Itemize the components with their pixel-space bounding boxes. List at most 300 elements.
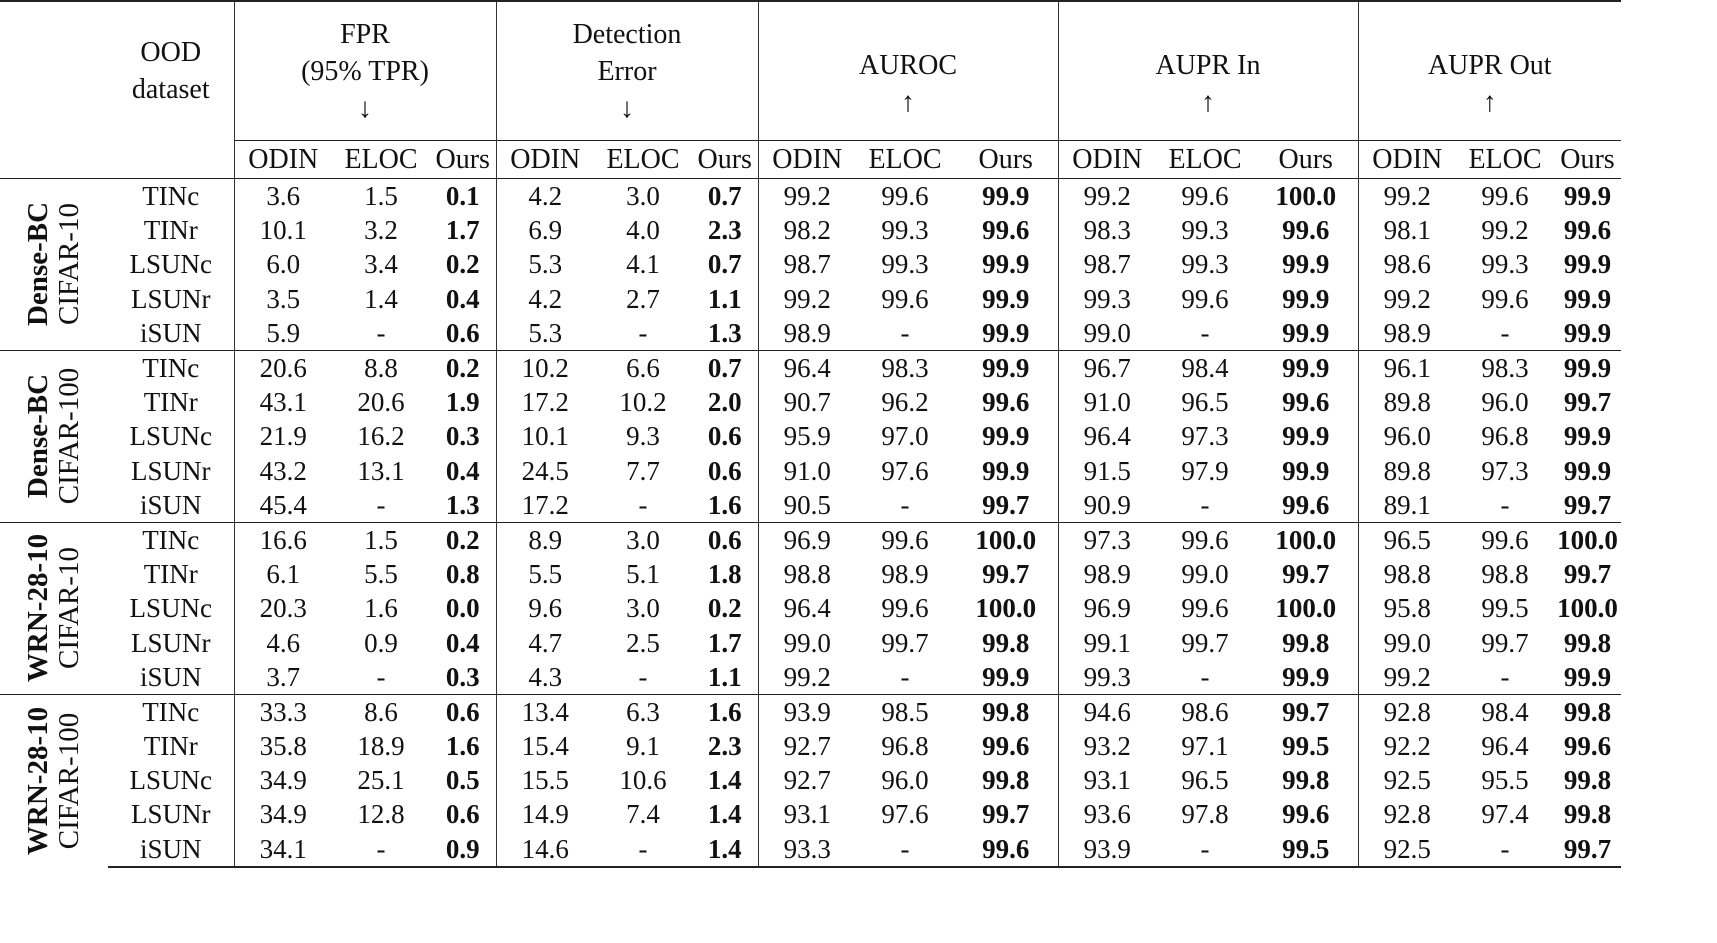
- value-cell: 9.6: [496, 591, 594, 625]
- best-value-cell: 99.9: [982, 317, 1030, 348]
- best-value-cell: 100.0: [1275, 593, 1337, 624]
- value-cell: 99.2: [1481, 215, 1529, 246]
- metric-header-aupr-in: [1058, 1, 1358, 141]
- value-cell: 99.6: [881, 593, 929, 624]
- method-header: ODIN: [234, 141, 332, 179]
- value-cell: 99.3: [881, 215, 929, 246]
- ood-header-line1: OOD: [140, 37, 202, 69]
- value-cell: 20.6: [234, 350, 332, 385]
- metric-title: AUPR Out: [1427, 49, 1552, 81]
- table-row: [0, 213, 1621, 247]
- best-value-cell: 99.9: [1554, 179, 1621, 214]
- value-cell: 99.3: [1181, 249, 1229, 280]
- value-cell: 99.2: [758, 282, 856, 316]
- method-header: ODIN: [1358, 141, 1456, 179]
- value-cell: 97.3: [1181, 421, 1229, 452]
- value-cell: 5.9: [234, 316, 332, 351]
- value-cell: -: [1500, 489, 1510, 520]
- ood-dataset-cell: TINc: [108, 179, 234, 214]
- value-cell: 6.6: [594, 350, 692, 385]
- value-cell: -: [900, 489, 910, 520]
- value-cell: 4.3: [496, 660, 594, 695]
- best-value-cell: 99.6: [954, 832, 1058, 867]
- value-cell: 98.4: [1456, 694, 1554, 729]
- corner-cell: [0, 1, 108, 141]
- value-cell: 90.7: [758, 385, 856, 419]
- value-cell: 96.0: [881, 765, 929, 796]
- value-cell: 14.9: [496, 797, 594, 831]
- best-value-cell: 99.9: [1563, 455, 1612, 486]
- best-value-cell: 99.9: [982, 421, 1030, 452]
- value-cell: 98.5: [856, 694, 954, 729]
- ood-dataset-cell: TINr: [143, 731, 198, 762]
- best-value-cell: 100.0: [1254, 522, 1358, 557]
- ood-header-line2: dataset: [131, 74, 210, 106]
- best-value-cell: 0.7: [692, 179, 758, 214]
- best-value-cell: 0.9: [430, 832, 496, 867]
- value-cell: 1.4: [364, 283, 398, 314]
- value-cell: 98.1: [1358, 213, 1456, 247]
- value-cell: 91.0: [758, 454, 856, 488]
- value-cell: 96.4: [1058, 419, 1156, 453]
- table-row: [0, 488, 1621, 523]
- value-cell: 9.1: [626, 731, 660, 762]
- value-cell: 99.1: [1058, 625, 1156, 659]
- value-cell: 99.2: [1358, 179, 1456, 214]
- value-cell: 98.9: [881, 559, 929, 590]
- best-value-cell: 99.9: [1282, 661, 1330, 692]
- best-value-cell: 99.7: [1563, 559, 1612, 590]
- value-cell: 96.9: [1058, 591, 1156, 625]
- value-cell: -: [638, 661, 648, 692]
- value-cell: 16.6: [234, 522, 332, 557]
- value-cell: 34.1: [234, 832, 332, 867]
- value-cell: 99.6: [1456, 179, 1554, 214]
- table-row: [0, 625, 1621, 659]
- method-header-row: [0, 141, 1621, 179]
- best-value-cell: 0.2: [430, 522, 496, 557]
- best-value-cell: 0.5: [445, 765, 480, 796]
- value-cell: 96.8: [881, 731, 929, 762]
- model-dataset-label: [0, 350, 108, 522]
- up-arrow-icon: ↑: [901, 86, 915, 118]
- best-value-cell: 99.6: [1282, 799, 1330, 830]
- best-value-cell: 1.6: [445, 731, 480, 762]
- best-value-cell: 0.6: [707, 421, 742, 452]
- best-value-cell: 99.7: [1254, 694, 1358, 729]
- ood-dataset-cell: iSUN: [139, 661, 202, 692]
- table-row: [0, 557, 1621, 591]
- value-cell: 34.9: [234, 763, 332, 797]
- value-cell: 98.3: [856, 350, 954, 385]
- value-cell: 99.6: [856, 179, 954, 214]
- best-value-cell: 99.8: [1563, 627, 1612, 658]
- value-cell: 92.8: [1358, 694, 1456, 729]
- rotated-label: [23, 202, 85, 326]
- value-cell: -: [332, 832, 430, 867]
- metric-subtitle: (95% TPR): [301, 55, 429, 87]
- best-value-cell: 1.1: [707, 283, 742, 314]
- value-cell: 99.0: [1058, 316, 1156, 351]
- method-header: ELOC: [856, 141, 954, 179]
- value-cell: 3.0: [594, 179, 692, 214]
- value-cell: 18.9: [357, 731, 405, 762]
- value-cell: 97.6: [881, 455, 929, 486]
- best-value-cell: 0.2: [430, 350, 496, 385]
- best-value-cell: 99.9: [1554, 350, 1621, 385]
- best-value-cell: 0.6: [707, 455, 742, 486]
- metric-header-row: [0, 1, 1621, 141]
- value-cell: 99.7: [881, 627, 929, 658]
- value-cell: 33.3: [234, 694, 332, 729]
- best-value-cell: 99.8: [1282, 627, 1330, 658]
- value-cell: 92.7: [758, 729, 856, 763]
- value-cell: 10.2: [619, 387, 667, 418]
- value-cell: 45.4: [234, 488, 332, 523]
- value-cell: 90.5: [758, 488, 856, 523]
- value-cell: 5.1: [626, 559, 660, 590]
- value-cell: -: [638, 317, 648, 348]
- value-cell: 3.5: [234, 282, 332, 316]
- best-value-cell: 99.9: [1282, 421, 1330, 452]
- best-value-cell: 0.3: [445, 661, 480, 692]
- value-cell: 6.0: [234, 247, 332, 281]
- value-cell: 98.9: [758, 316, 856, 351]
- value-cell: 98.3: [1456, 350, 1554, 385]
- value-cell: 98.8: [1481, 559, 1529, 590]
- value-cell: 96.5: [1181, 387, 1229, 418]
- ood-dataset-cell: LSUNc: [129, 421, 212, 452]
- value-cell: 99.0: [1181, 559, 1229, 590]
- best-value-cell: 99.9: [1563, 249, 1612, 280]
- best-value-cell: 99.9: [1563, 283, 1612, 314]
- table-row: [0, 660, 1621, 695]
- value-cell: 99.3: [881, 249, 929, 280]
- best-value-cell: 99.8: [954, 694, 1058, 729]
- table-row: [0, 797, 1621, 831]
- value-cell: 7.4: [626, 799, 660, 830]
- value-cell: 96.5: [1358, 522, 1456, 557]
- ood-dataset-cell: LSUNc: [129, 593, 212, 624]
- value-cell: -: [900, 317, 910, 348]
- value-cell: 2.7: [626, 283, 660, 314]
- value-cell: 93.1: [758, 797, 856, 831]
- value-cell: -: [1200, 317, 1210, 348]
- value-cell: 10.1: [234, 213, 332, 247]
- best-value-cell: 99.9: [1563, 317, 1612, 348]
- metric-header-detection-error: [496, 1, 758, 141]
- table-row: [0, 694, 1621, 729]
- value-cell: 96.1: [1358, 350, 1456, 385]
- best-value-cell: 99.9: [982, 283, 1030, 314]
- value-cell: 4.6: [234, 625, 332, 659]
- down-arrow-icon: ↓: [358, 92, 372, 124]
- value-cell: -: [1200, 489, 1210, 520]
- in-dist-dataset-name: CIFAR-100: [53, 368, 85, 505]
- ood-dataset-cell: TINr: [143, 387, 198, 418]
- best-value-cell: 1.4: [692, 832, 758, 867]
- value-cell: 97.9: [1181, 455, 1229, 486]
- best-value-cell: 99.6: [982, 215, 1030, 246]
- value-cell: 93.6: [1058, 797, 1156, 831]
- best-value-cell: 99.5: [1254, 832, 1358, 867]
- ood-dataset-cell: LSUNc: [129, 249, 212, 280]
- value-cell: 5.5: [364, 559, 398, 590]
- value-cell: 14.6: [496, 832, 594, 867]
- value-cell: 98.9: [1058, 557, 1156, 591]
- best-value-cell: 2.0: [707, 387, 742, 418]
- method-header: Ours: [430, 141, 496, 179]
- in-dist-dataset-name: CIFAR-10: [53, 203, 85, 326]
- metric-header-auroc: [758, 1, 1058, 141]
- value-cell: 99.0: [1358, 625, 1456, 659]
- method-header: Ours: [692, 141, 758, 179]
- best-value-cell: 99.7: [982, 559, 1030, 590]
- value-cell: 3.0: [594, 522, 692, 557]
- best-value-cell: 0.8: [445, 559, 480, 590]
- value-cell: 98.6: [1156, 694, 1254, 729]
- value-cell: 13.1: [357, 455, 405, 486]
- model-dataset-label: [0, 179, 108, 351]
- value-cell: 99.0: [758, 625, 856, 659]
- value-cell: 15.4: [496, 729, 594, 763]
- best-value-cell: 99.9: [1282, 455, 1330, 486]
- best-value-cell: 99.9: [954, 350, 1058, 385]
- ood-dataset-cell: iSUN: [108, 832, 234, 867]
- value-cell: 90.9: [1058, 488, 1156, 523]
- value-cell: 94.6: [1058, 694, 1156, 729]
- value-cell: -: [1156, 832, 1254, 867]
- value-cell: 17.2: [496, 385, 594, 419]
- value-cell: 96.9: [758, 522, 856, 557]
- value-cell: 99.3: [1058, 282, 1156, 316]
- ood-dataset-cell: LSUNr: [131, 799, 211, 830]
- value-cell: 99.2: [1358, 282, 1456, 316]
- best-value-cell: 99.6: [1563, 731, 1612, 762]
- best-value-cell: 0.6: [445, 799, 480, 830]
- best-value-cell: 99.6: [1282, 489, 1330, 520]
- best-value-cell: 2.3: [707, 731, 742, 762]
- best-value-cell: 1.6: [707, 489, 742, 520]
- best-value-cell: 99.9: [982, 661, 1030, 692]
- down-arrow-icon: ↓: [620, 92, 634, 124]
- value-cell: 8.8: [332, 350, 430, 385]
- best-value-cell: 1.4: [707, 765, 742, 796]
- value-cell: 3.0: [626, 593, 660, 624]
- method-header: ELOC: [594, 141, 692, 179]
- value-cell: 7.7: [626, 455, 660, 486]
- best-value-cell: 99.8: [982, 627, 1030, 658]
- value-cell: 93.9: [758, 694, 856, 729]
- method-header: ELOC: [1456, 141, 1554, 179]
- ood-dataset-cell: LSUNr: [131, 627, 211, 658]
- best-value-cell: 0.7: [707, 249, 742, 280]
- metric-title: FPR: [340, 18, 390, 50]
- table-row: [0, 522, 1621, 557]
- value-cell: 9.3: [626, 421, 660, 452]
- value-cell: 96.4: [758, 350, 856, 385]
- value-cell: 99.2: [758, 660, 856, 695]
- ood-dataset-cell: TINc: [108, 350, 234, 385]
- value-cell: 2.5: [626, 627, 660, 658]
- ood-dataset-cell: TINr: [143, 559, 198, 590]
- best-value-cell: 99.7: [1554, 832, 1621, 867]
- value-cell: 4.1: [626, 249, 660, 280]
- method-header: Ours: [954, 141, 1058, 179]
- in-dist-dataset-name: CIFAR-100: [53, 712, 85, 849]
- value-cell: 99.6: [856, 522, 954, 557]
- table-row: [0, 591, 1621, 625]
- best-value-cell: 99.9: [1563, 421, 1612, 452]
- best-value-cell: 100.0: [1254, 179, 1358, 214]
- value-cell: 99.7: [1181, 627, 1229, 658]
- value-cell: 98.7: [1058, 247, 1156, 281]
- value-cell: 25.1: [357, 765, 405, 796]
- rotated-label: [23, 368, 85, 504]
- model-name: WRN-28-10: [22, 706, 54, 855]
- value-cell: -: [1500, 317, 1510, 348]
- value-cell: 1.5: [332, 522, 430, 557]
- value-cell: 99.6: [1456, 522, 1554, 557]
- best-value-cell: 1.7: [707, 627, 742, 658]
- ood-dataset-cell: iSUN: [139, 489, 202, 520]
- up-arrow-icon: ↑: [1482, 86, 1497, 118]
- best-value-cell: 99.7: [982, 489, 1030, 520]
- value-cell: 20.6: [357, 387, 405, 418]
- best-value-cell: 1.7: [445, 215, 480, 246]
- value-cell: 43.2: [234, 454, 332, 488]
- best-value-cell: 99.9: [954, 179, 1058, 214]
- ood-dataset-cell: LSUNr: [131, 283, 211, 314]
- value-cell: 96.5: [1181, 765, 1229, 796]
- value-cell: 10.2: [496, 350, 594, 385]
- value-cell: 3.4: [364, 249, 398, 280]
- up-arrow-icon: ↑: [1201, 86, 1215, 118]
- value-cell: 99.6: [1156, 522, 1254, 557]
- value-cell: 96.4: [758, 591, 856, 625]
- best-value-cell: 99.8: [1563, 765, 1612, 796]
- best-value-cell: 99.7: [1563, 387, 1612, 418]
- value-cell: 96.7: [1058, 350, 1156, 385]
- best-value-cell: 0.7: [692, 350, 758, 385]
- best-value-cell: 0.3: [445, 421, 480, 452]
- value-cell: 6.3: [594, 694, 692, 729]
- value-cell: -: [594, 832, 692, 867]
- metric-header-fpr: [234, 1, 496, 141]
- value-cell: 6.9: [496, 213, 594, 247]
- best-value-cell: 99.9: [1282, 317, 1330, 348]
- value-cell: 89.8: [1358, 385, 1456, 419]
- value-cell: 10.1: [496, 419, 594, 453]
- ood-dataset-cell: TINc: [108, 694, 234, 729]
- value-cell: 98.3: [1058, 213, 1156, 247]
- best-value-cell: 100.0: [1554, 522, 1621, 557]
- value-cell: 92.5: [1358, 832, 1456, 867]
- method-header: Ours: [1254, 141, 1358, 179]
- value-cell: 99.3: [1181, 215, 1229, 246]
- method-header: ODIN: [758, 141, 856, 179]
- model-dataset-label: [0, 694, 108, 866]
- value-cell: 5.5: [496, 557, 594, 591]
- value-cell: 20.3: [234, 591, 332, 625]
- best-value-cell: 0.4: [445, 627, 480, 658]
- best-value-cell: 1.9: [445, 387, 480, 418]
- best-value-cell: 99.7: [982, 799, 1030, 830]
- value-cell: 91.5: [1058, 454, 1156, 488]
- table-row: [0, 419, 1621, 453]
- best-value-cell: 0.2: [445, 249, 480, 280]
- best-value-cell: 99.6: [1563, 215, 1612, 246]
- best-value-cell: 2.3: [707, 215, 742, 246]
- best-value-cell: 99.9: [1254, 350, 1358, 385]
- value-cell: 35.8: [234, 729, 332, 763]
- best-value-cell: 99.9: [982, 455, 1030, 486]
- method-header: ELOC: [332, 141, 430, 179]
- value-cell: 99.2: [1358, 660, 1456, 695]
- value-cell: 4.0: [626, 215, 660, 246]
- ood-dataset-header: [108, 1, 234, 141]
- best-value-cell: 99.9: [982, 249, 1030, 280]
- value-cell: 96.0: [1481, 387, 1529, 418]
- ood-dataset-cell: LSUNc: [129, 765, 212, 796]
- value-cell: 99.7: [1481, 627, 1529, 658]
- value-cell: -: [638, 489, 648, 520]
- best-value-cell: 99.6: [1282, 215, 1330, 246]
- best-value-cell: 99.9: [1282, 283, 1330, 314]
- value-cell: 99.3: [1058, 660, 1156, 695]
- value-cell: 89.1: [1358, 488, 1456, 523]
- value-cell: 95.8: [1358, 591, 1456, 625]
- metric-title: Detection: [572, 18, 682, 50]
- table-row: [0, 282, 1621, 316]
- value-cell: 97.3: [1481, 455, 1529, 486]
- best-value-cell: 100.0: [975, 593, 1037, 624]
- best-value-cell: 99.7: [1282, 559, 1330, 590]
- ood-dataset-cell: TINc: [108, 522, 234, 557]
- value-cell: 98.7: [758, 247, 856, 281]
- value-cell: 99.6: [1156, 179, 1254, 214]
- best-value-cell: 1.3: [707, 317, 742, 348]
- value-cell: 99.6: [1181, 593, 1229, 624]
- method-header: ELOC: [1156, 141, 1254, 179]
- value-cell: -: [376, 489, 386, 520]
- value-cell: 98.8: [1358, 557, 1456, 591]
- metric-title: AUROC: [858, 49, 957, 81]
- best-value-cell: 99.6: [982, 387, 1030, 418]
- value-cell: 3.2: [364, 215, 398, 246]
- value-cell: 17.2: [496, 488, 594, 523]
- value-cell: 89.8: [1358, 454, 1456, 488]
- best-value-cell: 0.4: [445, 455, 480, 486]
- value-cell: 97.3: [1058, 522, 1156, 557]
- value-cell: 97.4: [1481, 799, 1529, 830]
- best-value-cell: 99.8: [1282, 765, 1330, 796]
- value-cell: 99.2: [1058, 179, 1156, 214]
- value-cell: 93.9: [1058, 832, 1156, 867]
- best-value-cell: 100.0: [1557, 593, 1618, 624]
- value-cell: -: [1200, 661, 1210, 692]
- table-row: [0, 316, 1621, 351]
- value-cell: 97.8: [1181, 799, 1229, 830]
- value-cell: 98.2: [758, 213, 856, 247]
- value-cell: 99.2: [758, 179, 856, 214]
- best-value-cell: 0.1: [430, 179, 496, 214]
- value-cell: 0.9: [364, 627, 398, 658]
- value-cell: 99.3: [1481, 249, 1529, 280]
- model-name: WRN-28-10: [22, 534, 54, 683]
- table-row: [0, 385, 1621, 419]
- best-value-cell: 0.0: [445, 593, 480, 624]
